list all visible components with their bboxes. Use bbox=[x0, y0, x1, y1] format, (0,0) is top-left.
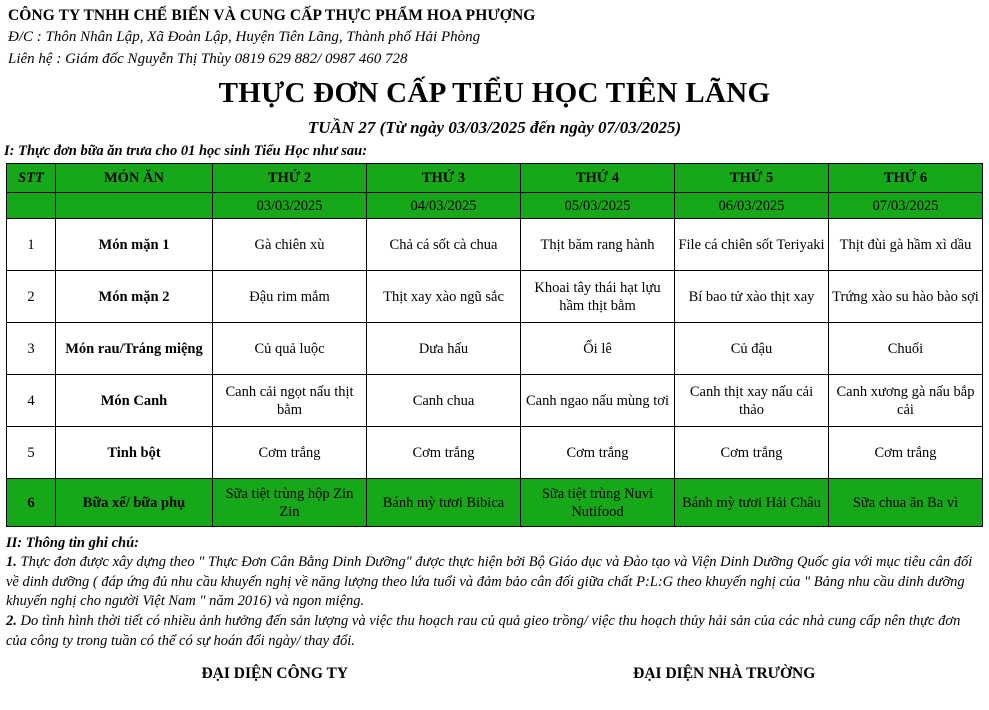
table-row bbox=[7, 479, 983, 527]
row-label: Tinh bột bbox=[56, 427, 213, 479]
company-name: CÔNG TY TNHH CHẾ BIẾN VÀ CUNG CẤP THỰC PHẨM HOA PHƯỢNG bbox=[8, 7, 536, 24]
date-spacer-stt bbox=[7, 193, 56, 219]
date-cell-1: 03/03/2025 bbox=[213, 193, 367, 219]
table-header-row bbox=[7, 164, 983, 193]
row-number: 3 bbox=[7, 323, 56, 375]
cell-dish: Thịt băm rang hành bbox=[521, 219, 675, 271]
row-label: Món Canh bbox=[56, 375, 213, 427]
page-title: THỰC ĐƠN CẤP TIỂU HỌC TIÊN LÃNG bbox=[218, 77, 771, 110]
note-1-text: Thực đơn được xây dựng theo " Thực Đơn Cân Bằng Dinh Dưỡng" được thực hiện bởi Bộ Giáo dục và Đào tạo và Viện Dinh Dưỡng Quốc gia với mục tiêu cân đối về dinh dưỡng ( đáp ứng đủ nhu cầu khuyến nghị về năng lượng theo lứa tuổi và đảm bảo cân đối giữa chất P:L:G theo khuyến nghị của " Bảng nhu cầu dinh dưỡng khuyến nghị cho người Việt Nam " năm 2016) và ngon miệng. bbox=[6, 554, 973, 609]
company-address: Đ/C : Thôn Nhân Lập, Xã Đoàn Lập, Huyện Tiên Lãng, Thành phố Hải Phòng bbox=[8, 28, 481, 45]
column-header-dish: MÓN ĂN bbox=[56, 164, 213, 193]
note-2-number: 2. bbox=[6, 613, 17, 630]
row-label: Món mặn 1 bbox=[56, 219, 213, 271]
row-number: 6 bbox=[7, 479, 56, 527]
note-2-text: Do tình hình thời tiết có nhiều ảnh hưởng đến sản lượng và việc thu hoạch rau củ quả gieo trồng/ việc thu hoạch thủy hải sản của các nhà cung cấp nên thực đơn của công ty trong tuần có thể có sự hoán đổi ngày/ thay đổi. bbox=[6, 613, 961, 649]
cell-dish: Ổi lê bbox=[521, 323, 675, 375]
column-header-day-4: THỨ 5 bbox=[675, 164, 829, 193]
date-spacer-dish bbox=[56, 193, 213, 219]
cell-dish: File cá chiên sốt Teriyaki bbox=[675, 219, 829, 271]
section-i-heading: I: Thực đơn bữa ăn trưa cho 01 học sinh Tiểu Học như sau: bbox=[4, 143, 368, 160]
date-cell-5: 07/03/2025 bbox=[829, 193, 983, 219]
cell-dish: Sữa tiệt trùng Nuvi Nutifood bbox=[521, 479, 675, 527]
cell-dish: Cơm trắng bbox=[213, 427, 367, 479]
cell-dish: Canh cải ngọt nấu thịt bằm bbox=[213, 375, 367, 427]
cell-dish: Trứng xào su hào bào sợi bbox=[829, 271, 983, 323]
table-row bbox=[7, 219, 983, 271]
column-header-day-2: THỨ 3 bbox=[367, 164, 521, 193]
cell-dish: Bí bao tử xào thịt xay bbox=[675, 271, 829, 323]
note-paragraph-2 bbox=[6, 612, 983, 651]
column-header-stt: STT bbox=[7, 164, 56, 193]
date-cell-2: 04/03/2025 bbox=[367, 193, 521, 219]
cell-dish: Khoai tây thái hạt lựu hầm thịt bằm bbox=[521, 271, 675, 323]
signature-school: ĐẠI DIỆN NHÀ TRƯỜNG bbox=[633, 664, 816, 682]
week-range: TUẦN 27 (Từ ngày 03/03/2025 đến ngày 07/03/2025) bbox=[307, 118, 682, 138]
table-row bbox=[7, 323, 983, 375]
note-paragraph-1 bbox=[6, 553, 983, 611]
cell-dish: Chuối bbox=[829, 323, 983, 375]
menu-table bbox=[6, 163, 983, 527]
section-ii-heading: II: Thông tin ghi chú: bbox=[6, 535, 139, 552]
cell-dish: Dưa hấu bbox=[367, 323, 521, 375]
cell-dish: Đậu rim mắm bbox=[213, 271, 367, 323]
cell-dish: Cơm trắng bbox=[675, 427, 829, 479]
cell-dish: Chả cá sốt cà chua bbox=[367, 219, 521, 271]
row-label: Món rau/Tráng miệng bbox=[56, 323, 213, 375]
column-header-day-1: THỨ 2 bbox=[213, 164, 367, 193]
cell-dish: Cơm trắng bbox=[367, 427, 521, 479]
table-row bbox=[7, 427, 983, 479]
cell-dish: Củ đậu bbox=[675, 323, 829, 375]
date-cell-3: 05/03/2025 bbox=[521, 193, 675, 219]
column-header-day-5: THỨ 6 bbox=[829, 164, 983, 193]
cell-dish: Cơm trắng bbox=[829, 427, 983, 479]
cell-dish: Củ quả luộc bbox=[213, 323, 367, 375]
cell-dish: Sữa chua ăn Ba vì bbox=[829, 479, 983, 527]
cell-dish: Canh xương gà nấu bắp cải bbox=[829, 375, 983, 427]
cell-dish: Bánh mỳ tươi Bibica bbox=[367, 479, 521, 527]
cell-dish: Cơm trắng bbox=[521, 427, 675, 479]
cell-dish: Canh chua bbox=[367, 375, 521, 427]
cell-dish: Canh thịt xay nấu cải thảo bbox=[675, 375, 829, 427]
column-header-day-3: THỨ 4 bbox=[521, 164, 675, 193]
cell-dish: Bánh mỳ tươi Hải Châu bbox=[675, 479, 829, 527]
table-date-row bbox=[7, 193, 983, 219]
cell-dish: Thịt xay xào ngũ sắc bbox=[367, 271, 521, 323]
row-number: 5 bbox=[7, 427, 56, 479]
row-number: 4 bbox=[7, 375, 56, 427]
notes-section bbox=[6, 535, 983, 650]
signature-row bbox=[0, 665, 989, 683]
table-row bbox=[7, 271, 983, 323]
row-number: 1 bbox=[7, 219, 56, 271]
document-header bbox=[0, 0, 989, 70]
row-label: Bữa xế/ bữa phụ bbox=[56, 479, 213, 527]
signature-company: ĐẠI DIỆN CÔNG TY bbox=[201, 664, 349, 682]
row-label: Món mặn 2 bbox=[56, 271, 213, 323]
note-1-number: 1. bbox=[6, 554, 17, 571]
company-contact: Liên hệ : Giám đốc Nguyễn Thị Thùy 0819 629 882/ 0987 460 728 bbox=[8, 50, 408, 67]
date-cell-4: 06/03/2025 bbox=[675, 193, 829, 219]
row-number: 2 bbox=[7, 271, 56, 323]
cell-dish: Canh ngao nấu mùng tơi bbox=[521, 375, 675, 427]
cell-dish: Sữa tiệt trùng hộp Zin Zin bbox=[213, 479, 367, 527]
cell-dish: Gà chiên xù bbox=[213, 219, 367, 271]
table-row bbox=[7, 375, 983, 427]
cell-dish: Thịt đùi gà hầm xì dầu bbox=[829, 219, 983, 271]
